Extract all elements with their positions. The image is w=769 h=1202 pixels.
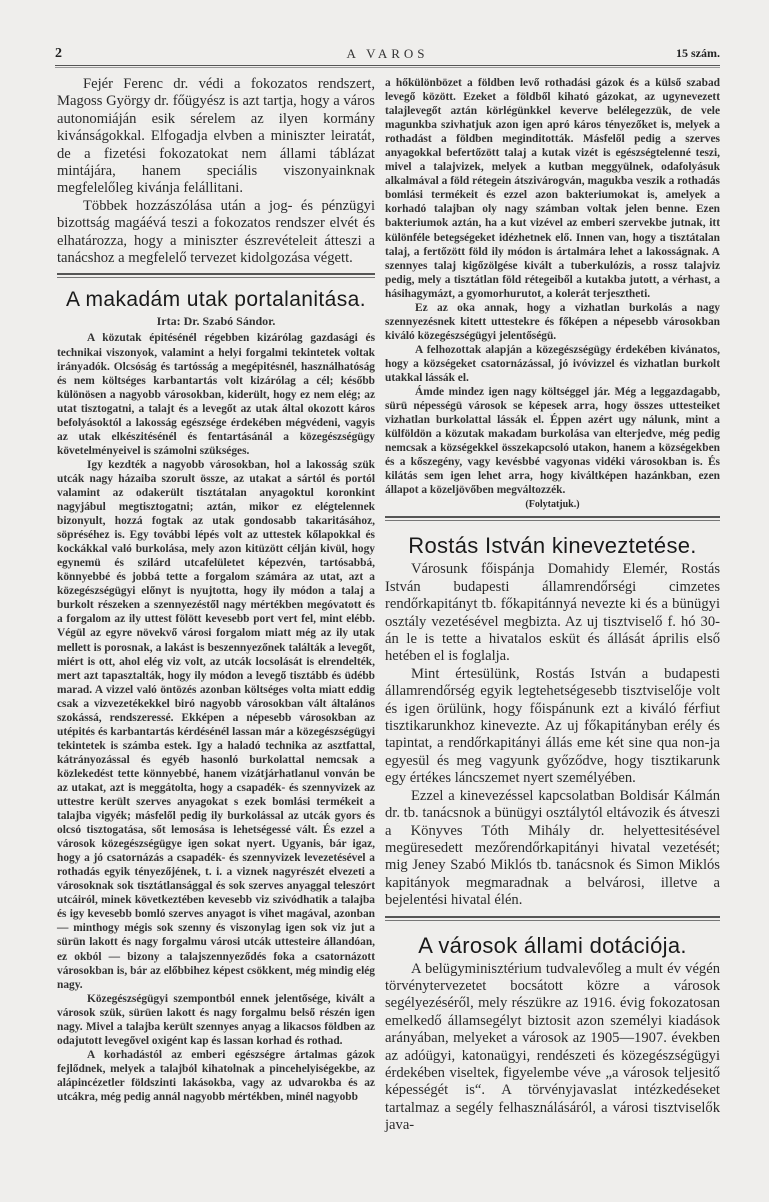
article-body <box>385 961 720 1135</box>
intro-section <box>57 76 375 267</box>
publication-title: A VAROS <box>346 46 429 61</box>
article-title: Rostás István kineveztetése. <box>408 533 697 559</box>
paragraph: a hőkülönbözet a földben levő rothadási gázok és a külső szabad levegő között. Ezeket a földből kiható gázokat, az ugynevezett talajlevegőt aztán körlégünkkel keverve belélegezzük, de vele magunkba szivhatjuk azon igen apró káros tényezőket is, melyek a rothadást a földben meginditották. Másfelől pedig a szerves anyagokkal befertőzött talaj a kutak vizét is egészségtelenné teszi, mivel a talajvizek, melyek a kutban meggyülnek, odafolyásuk alkalmával a föld rétegein átszivárogván, magukba veszik a rothadás bomlási termékeit és ezzel azon bakteriumokat is, amelyek a korhadó talajban oly nagy számban voltak jelen benne. Ezen bakteriumok aztán, ha a kut vizével az emberi szervekbe jutnak, itt különféle betegségeket idézhetnek elő. Innen van, hogy a tisztátalan talaj, a fertőzött föld ily módon is ártalmára lehet a lakosságnak. A szennyes talaj kigőzölgése kivált a tuberkulózis, a rossz talajviz pedig, mely a tisztátlan föld rétegeiből a kutakba jutott, a vérhast, a hásihagymázt, a gyomorhurutot, a kolerát terjesztheti. <box>385 77 720 300</box>
paragraph: Ámde mindez igen nagy költséggel jár. Még a leggazdagabb, sürü népességü városok se képesek arra, hogy összes uttesteiket vizhatlan burkolattal lássák el. Éppen azért ugy nálunk, mint a külföldön a közutak makadam burkolása van elterjedve, még pedig nemcsak a községekkel összekapcsoló utakon, hanem a községekben és a kőszegény, vagy kevésbbé vagyonas vidéki városokban is. És kilátás sem igen lehet arra, hogy kiváltképen hazánkban, ezen állapot a közeljövőben megváltozzék. <box>385 386 720 497</box>
right-column <box>385 76 720 1135</box>
article-title: A városok állami dotációja. <box>418 932 687 958</box>
paragraph: Ez az oka annak, hogy a vizhatlan burkolás a nagy szennyezésnek kitett uttestekre és főképen a népesebb városokban kiváló közegészségügyi jelentőségü. <box>385 301 720 342</box>
paragraph: Mint értesülünk, Rostás István a budapesti államrendőrség egyik legtehetségesebb tisztviselője volt és igen örülünk, hogy főispánunk ezt a kiváló férfiut tisztikarunkhoz kinevezte. Az uj főkapitányban erély és tapintat, a rendőrkapitányi állás eme két sine qua non-ja egyesül és meg vagyunk győződve, hogy tisztikarunk egy értékes láncszemet nyert személyében. <box>385 665 720 787</box>
section-divider <box>57 273 375 278</box>
paragraph: A korhadástól az emberi egészségre ártalmas gázok fejlődnek, melyek a talajból kihatolnak a pincehelyiségekbe, az alápincézetler földszinti lakásokba, vagy az udvarokba és az utcákra, még pedig annál nagyobb mértékben, minél nagyobb <box>57 1048 375 1103</box>
article-body <box>385 561 720 909</box>
left-column <box>57 76 375 1104</box>
paragraph: A közutak épitésénél régebben kizárólag gazdasági és technikai viszonyok, valamint a helyi forgalmi tekintetek voltak irányadók. Olcsóság és tartósság a megépitésnél, használhatóság és nem költséges karbantartás volt kizárólag a cél; később különösen a nagyobb városokban, kiderült, hogy ez nem elég; az utat tisztogatni, a talajt és a levegőt az utak által okozott káros befolyásoktól a lakosság egészsége érdekében mégvédeni, vagyis az utak elkészitésénél és fentartásánál a közegészségügy követelményeivel is számolni szükséges. <box>57 332 375 457</box>
page-number: 2 <box>55 46 62 61</box>
article-title: A makadám utak portalanitása. <box>66 288 366 312</box>
paragraph: A belügyminisztérium tudvalevőleg a mult év végén törvénytervezetet bocsátott közre a városok segélyezéséről, mely részükre az 1916. évig fokozatosan emelkedő államsegélyt biztosit azon személyi kiadások arányában, melyeket a városok az 1905—1907. években az adóügyi, katonaügyi, rendészeti és közegészségügyi érdekében viseltek, figyelembe véve „a városok teljesitő képességét is“. A törvényjavaslat intézkedéseket tartalmaz a segély felhasználásáról, a városi tisztviselők java- <box>385 960 720 1134</box>
continued-note: (Folytatjuk.) <box>525 499 580 511</box>
paragraph: Igy kezdték a nagyobb városokban, hol a lakosság szük utcák nagy házaiba szorult össze, az utakat a sártól és portól valamint az odakerült tisztátalan anyagoktul koronkint nagyjábul megtisztogatni; aztán, mikor ez elégtelennek bizonyult, hozzá fogtak az utak gondosabb takaritásához, söpréséhez is. Egy további lépés volt az uttestek kőlapokkal és kockákkal való burkolása, mely azon kitüzött célján kivül, hogy egynemü és szilárd utcafelületet képezvén, tartósabbá, könnyebbé és jobbá tette a forgalom számára az utat, azt a közegészségügyi előnyt is nyujtotta, hogy ily módon a talaj a burkolt részeken a szennyezéstől nagy mértékben megóvatott és a forgalom az ily uttest fölött kevesebb port vert fel, mint elébb. Végül az egyre növekvő városi forgalom miatt még az ily utak mellett is porosnak, a lakást is beszennyezőnek találták a levegőt, miért is ott, ahol elég viz volt, az utcák locsolását is elrendelték, mert azt tapasztalták, hogy ily módon a levegő tisztább és üdébb marad. A vizzel való öntözés azonban költséges volta miatt eddig csak a vizvezetékekkel biró nagyobb városokban vált általános szokássá, rendszeressé. Ekképen a népesebb városokban az utépités és karbantartás kérdésénél lassan már a közegészségügyi tekintetek is számba estek. Igy a haladó technika az asztfattal, kátrányozással és egyéb hasonló burkolattal nemcsak a közlekedést tette könnyebbé, hanem vizátjárhatlanul vonván be az utakat, azt is meggátolta, hogy a csapadék- és szennyvizek az uttestre került szerves anyagokat s ezek bomlási termékeit a talajba vigyék; másfelől pedig ily burkolással az utcák gyors és olcsó tisztogatása, sőt lemosása is lehetségessé vált. És ezzel a városok közegészségügye igen sokat nyert. Ugyanis, bár igaz, hogy a jó csatornázás a csapadék- és szennyvizek levezetésével a rothadás egyik tényezőjének, t. i. a viznek nagyrészét elvezeti a városoknak sok tisztátlansággal és sok szerves anyaggal teleszórt utcáiról, minek következtében kevesebb viz szivódhatik a talajba és igy kevesebb bomló szerves anyagot is vihet magával, azonban — minthogy mégis sok szenny és viszonylag igen sok viz jut a sürün lakott és nagy forgalmu városi utcák uttesteire állandóan, ez okból — bizony a talajszennyeződés foka a csatornázott városokban is, bár az előbbihez képest csökkent, még mindig elég nagy. <box>57 458 375 991</box>
paragraph: Közegészségügyi szempontból ennek jelentősége, kivált a városok szük, sürüen lakott és nagy forgalmu belső részén igen nagy. Mivel a talajba került szennyes anyag a likacsos földben az odajutott levegővel oxigént kap és lassan korhad és rothad. <box>57 992 375 1047</box>
header-rule <box>55 65 720 68</box>
paragraph: A felhozottak alapján a közegészségügy érdekében kivánatos, hogy a községeket csatornázással, jó ivóvizzel és vizhatlan burkolt utakkal lássák el. <box>385 343 720 384</box>
article-body <box>57 331 375 1104</box>
section-divider <box>385 516 720 521</box>
section-divider <box>385 916 720 921</box>
article-byline: Irta: Dr. Szabó Sándor. <box>156 314 276 329</box>
paragraph: Többek hozzászólása után a jog- és pénzügyi bizottság magáévá teszi a fokozatos rendszer elvét és elhatározza, hogy a miniszter észrevételeit átteszi a tanácshoz a megfelelő tervezet kidolgozása végett. <box>57 197 375 267</box>
paragraph: Városunk főispánja Domahidy Elemér, Rostás István budapesti államrendőrségi cimzetes rendőrkapitányt tb. főkapitánnyá nevezte ki és a bünügyi osztály vezetésével megbizta. Az uj tisztviselő f. hó 30-án le is tette a hivatalos esküt és állását április első hetében el is foglalja. <box>385 561 720 665</box>
article-continuation <box>385 76 720 497</box>
paragraph: Ezzel a kinevezéssel kapcsolatban Boldisár Kálmán dr. tb. tanácsnok a bünügyi osztálytól eltávozik és átveszi a Könyves Tóth Mihály dr. helyettesitésével megüresedett mezőrendőrkapitányi hivatal vezetését; mig Jeney Szabó Miklós tb. tanácsnok és Simon Miklós kapitányok megmaradnak a belvárosi, illetve a bejelentési hivatal élén. <box>385 787 720 909</box>
paragraph: Fejér Ferenc dr. védi a fokozatos rendszert, Magoss György dr. főügyész is azt tartja, hogy a város autonomiáján esik sérelem az ilyen kormány kivánságokkal. Elfogadja elvben a miniszter leiratát, de a fizetési fokozatokat nem állami táblázat mintájára, hanem speciális viszonyainknak megfelelőleg kivánja felállitani. <box>57 76 375 197</box>
issue-number: 15 szám. <box>676 46 720 60</box>
